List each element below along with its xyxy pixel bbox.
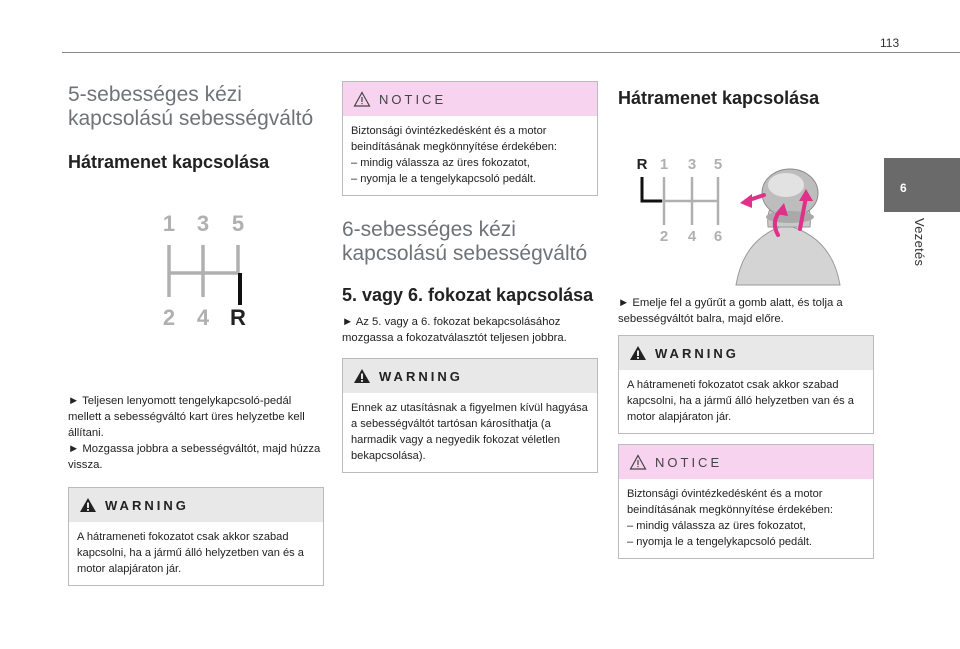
chapter-tab-label: Vezetés <box>912 218 927 267</box>
warning-header <box>619 336 873 370</box>
warning-title: WARNING <box>655 345 739 361</box>
section-heading-reverse-6-speed: Hátramenet kapcsolása <box>618 88 820 108</box>
warning-title: WARNING <box>379 368 463 384</box>
warning-icon <box>79 497 97 513</box>
column-2 <box>342 75 598 473</box>
subheading-5th-6th: 5. vagy 6. fokozat kapcsolása <box>342 285 594 305</box>
chapter-tab-number: 6 <box>900 181 907 195</box>
warning-box <box>68 487 324 586</box>
gear-label: 3 <box>687 156 697 173</box>
column-3 <box>618 75 874 559</box>
step-5th-6th: ► Az 5. vagy a 6. fokozat bekapcsolásához mozgassa a fokozatválasztót teljesen jobbra. <box>342 316 567 344</box>
subheading-reverse: Hátramenet kapcsolása <box>68 152 270 172</box>
notice-line: – mindig válassza az üres fokozatot, <box>627 520 806 532</box>
notice-line: – mindig válassza az üres fokozatot, <box>351 157 530 169</box>
column-1 <box>68 75 324 586</box>
gear-label: 1 <box>659 156 669 173</box>
warning-header <box>343 359 597 393</box>
steps <box>68 393 324 473</box>
gear-label: 2 <box>162 305 176 329</box>
notice-title: NOTICE <box>655 454 723 470</box>
notice-line: – nyomja le a tengelykapcsoló pedált. <box>627 536 813 548</box>
gear-pattern-6speed-diagram <box>618 117 874 287</box>
gear-label-reverse: R <box>230 305 246 329</box>
section-heading-6-speed: 6-sebességes kézi kapcsolású sebességváltó <box>342 218 588 265</box>
warning-icon <box>353 368 371 384</box>
warning-box <box>342 358 598 473</box>
warning-text: A hátrameneti fokozatot csak akkor szabad kapcsolni, ha a jármű álló helyzetben van és a motor alapjáraton jár. <box>77 531 304 575</box>
page-number: 113 <box>880 36 900 50</box>
gear-label: 2 <box>659 228 669 245</box>
notice-icon <box>353 91 371 107</box>
gear-label: 6 <box>713 228 723 245</box>
step-2: ► Mozgassa jobbra a sebességváltót, majd húzza vissza. <box>68 443 321 471</box>
gear-label: 1 <box>162 211 176 236</box>
top-rule <box>62 52 960 53</box>
warning-title: WARNING <box>105 497 189 513</box>
gear-label: 4 <box>687 228 697 245</box>
warning-text: Ennek az utasításnak a figyelmen kívül hagyása a sebességváltót tartósan károsíthatja (a harmadik vagy a negyedik fokozat véletlen bekapcsolása). <box>351 402 588 462</box>
section-heading-5-speed: 5-sebességes kézi kapcsolású sebességváltó <box>68 83 314 130</box>
notice-box <box>618 444 874 559</box>
notice-header <box>343 82 597 116</box>
warning-icon <box>629 345 647 361</box>
step-1: ► Teljesen lenyomott tengelykapcsoló-pedál mellett a sebességváltó kart üres helyzetbe kell állítani. <box>68 395 305 439</box>
step-reverse-6-speed: ► Emelje fel a gyűrűt a gomb alatt, és tolja a sebességváltót balra, majd előre. <box>618 297 843 325</box>
chapter-tab[interactable] <box>884 158 960 212</box>
gear-label: 5 <box>231 211 245 236</box>
gear-label: 4 <box>196 305 210 329</box>
gear-knob-illustration <box>736 169 840 285</box>
notice-header <box>619 445 873 479</box>
notice-line: Biztonsági óvintézkedésként és a motor beindításának megkönnyítése érdekében: <box>351 125 557 153</box>
notice-line: – nyomja le a tengelykapcsoló pedált. <box>351 173 537 185</box>
warning-header <box>69 488 323 522</box>
warning-text: A hátrameneti fokozatot csak akkor szabad kapcsolni, ha a jármű álló helyzetben van és a motor alapjáraton jár. <box>627 379 854 423</box>
notice-box <box>342 81 598 196</box>
gear-label: 5 <box>713 156 723 173</box>
warning-box <box>618 335 874 434</box>
notice-title: NOTICE <box>379 91 447 107</box>
gear-label-reverse: R <box>636 156 648 173</box>
notice-icon <box>629 454 647 470</box>
gear-label: 3 <box>196 211 210 236</box>
notice-line: Biztonsági óvintézkedésként és a motor beindításának megkönnyítése érdekében: <box>627 488 833 516</box>
gear-pattern-5speed-diagram <box>68 189 324 329</box>
